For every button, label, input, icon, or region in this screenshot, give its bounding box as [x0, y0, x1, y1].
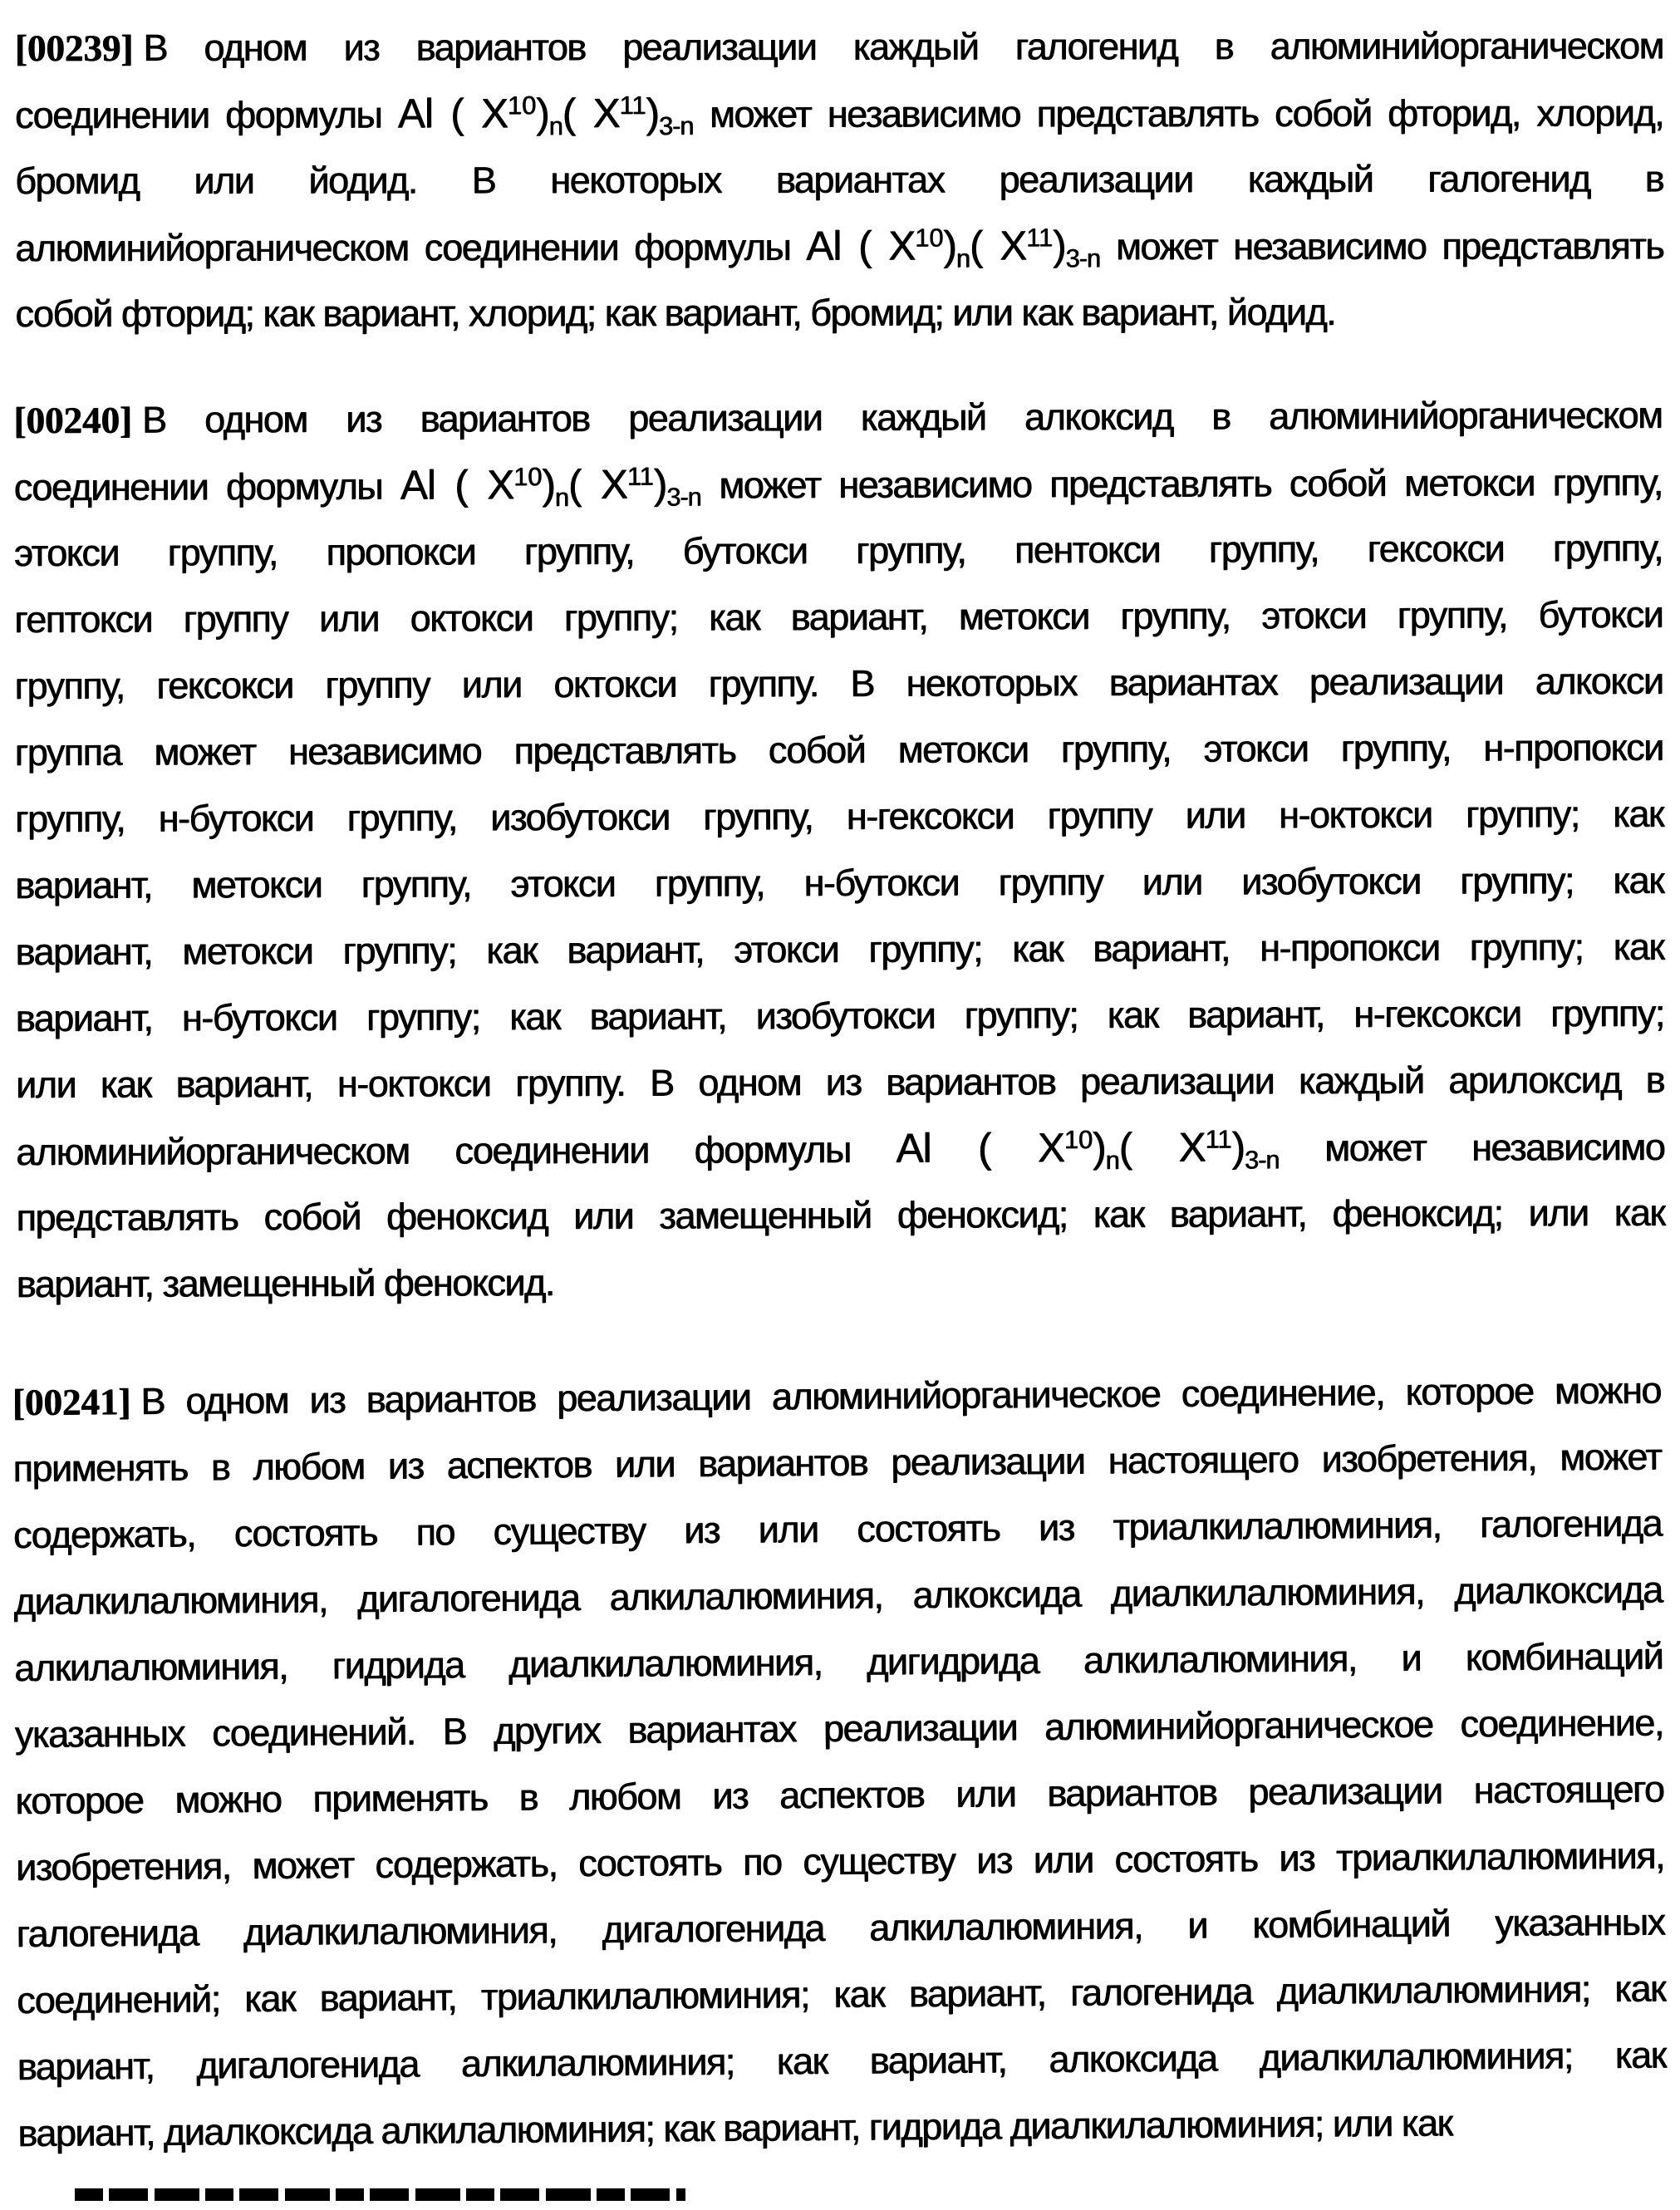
- text-line: или как вариант, н-октокси группу. В одном из вариантов реализации каждый арилоксид в: [15, 1058, 1664, 1106]
- formula-base: Al ( X: [400, 462, 514, 508]
- text-line: соединений; как вариант, триалкилалюминия; как вариант, галогенида диалкилалюминия; как: [16, 1967, 1666, 2021]
- text-line: алюминийорганическом соединении формулы Al ( X10)n( X11)3-n может независимо: [16, 1113, 1664, 1185]
- text-line: [00239] В одном из вариантов реализации каждый галогенид в алюминийорганическом: [14, 24, 1663, 70]
- text-line: вариант, дигалогенида алкилалюминия; как вариант, алкоксида диалкилалюминия; как: [17, 2033, 1666, 2088]
- formula-base: ): [536, 91, 549, 137]
- text-line: соединении формулы Al ( X10)n( X11)3-n может независимо представлять собой фторид, хлорид,: [15, 79, 1663, 148]
- formula-sub: n: [554, 482, 568, 512]
- text-line: гептокси группу или октокси группу; как вариант, метокси группу, этокси группу, бутокси: [14, 592, 1663, 641]
- formula-sub: 3-n: [1065, 243, 1100, 273]
- formula-base: ): [542, 461, 555, 508]
- chemical-formula: [806, 223, 1100, 273]
- paragraph: [15, 12, 1664, 347]
- chemical-formula: [896, 1124, 1280, 1175]
- formula-sup: 10: [1064, 1124, 1093, 1155]
- text-line: вариант, метокси группу; как вариант, этокси группу; как вариант, н-пропокси группу; как: [15, 925, 1664, 973]
- formula-base: Al ( X: [896, 1125, 1064, 1171]
- paragraph: [12, 1357, 1666, 2167]
- formula-sub: n: [548, 110, 562, 140]
- formula-sup: 11: [1026, 223, 1053, 253]
- formula-base: ( X: [1118, 1124, 1206, 1171]
- paragraph: [13, 382, 1665, 1318]
- text-line: бромид или йодид. В некоторых вариантах реализации каждый галогенид в: [14, 157, 1664, 202]
- text-line: [00240] В одном из вариантов реализации каждый алкоксид в алюминийорганическом: [13, 393, 1663, 442]
- formula-base: Al ( X: [397, 91, 508, 137]
- formula-base: ): [646, 90, 659, 136]
- formula-sup: 10: [513, 462, 543, 492]
- paragraph-number: [00239]: [14, 27, 134, 70]
- chemical-formula: [397, 90, 694, 140]
- text-line: вариант, диалкоксида алкилалюминия; как вариант, гидрида диалкилалюминия; или как: [17, 2101, 1452, 2154]
- formula-base: ): [1092, 1124, 1106, 1171]
- text-line: диалкилалюминия, дигалогенида алкилалюминия, алкоксида диалкилалюминия, диалкоксида: [13, 1568, 1663, 1623]
- formula-base: ( X: [567, 461, 627, 508]
- formula-base: ): [1231, 1124, 1245, 1171]
- text-line: группу, гексокси группу или октокси группу. В некоторых вариантах реализации алкокси: [14, 659, 1663, 708]
- chemical-formula: [400, 461, 701, 512]
- text-line: указанных соединений. В других вариантах реализации алюминийорганическое соединение,: [14, 1701, 1663, 1756]
- text-line: вариант, метокси группу, этокси группу, н-бутокси группу или изобутокси группу; как: [15, 858, 1664, 906]
- formula-sup: 11: [1205, 1124, 1232, 1154]
- formula-sup: 11: [619, 90, 646, 120]
- text-line: вариант, замещенный феноксид.: [16, 1260, 554, 1305]
- formula-sub: 3-n: [1244, 1144, 1280, 1174]
- document-body: [12, 15, 1666, 2167]
- formula-base: ): [943, 223, 956, 269]
- formula-base: ): [1052, 223, 1066, 269]
- text-line: алюминийорганическом соединении формулы Al ( X10)n( X11)3-n может независимо представлять: [15, 212, 1663, 281]
- text-line: галогенида диалкилалюминия, дигалогенида алкилалюминия, и комбинаций указанных: [16, 1900, 1665, 1955]
- paragraph-number: [00241]: [12, 1380, 131, 1424]
- text-line: изобретения, может содержать, состоять по существу из или состоять из триалкилалюминия,: [15, 1834, 1665, 1888]
- text-line: алкилалюминия, гидрида диалкилалюминия, дигидрида алкилалюминия, и комбинаций: [13, 1634, 1663, 1690]
- text-line: представлять собой феноксид или замещенный феноксид; как вариант, феноксид; или как: [16, 1191, 1665, 1239]
- formula-sup: 11: [626, 461, 654, 491]
- formula-sub: n: [1105, 1145, 1119, 1175]
- formula-base: Al ( X: [806, 223, 916, 269]
- formula-sub: 3-n: [666, 481, 701, 512]
- text-line: содержать, состоять по существу из или состоять из триалкилалюминия, галогенида: [12, 1501, 1663, 1557]
- text-line: [00241] В одном из вариантов реализации алюминийорганическое соединение, которое можно: [12, 1368, 1661, 1424]
- formula-sub: n: [955, 243, 970, 273]
- text-line: вариант, н-бутокси группу; как вариант, изобутокси группу; как вариант, н-гексокси группу;: [15, 991, 1664, 1039]
- formula-base: ( X: [969, 223, 1027, 269]
- formula-base: ( X: [562, 90, 620, 137]
- text-line: группу, н-бутокси группу, изобутокси группу, н-гексокси группу или н-октокси группу; как: [14, 792, 1663, 841]
- paragraph-number: [00240]: [13, 399, 132, 442]
- formula-sup: 10: [507, 91, 537, 120]
- formula-sup: 10: [915, 223, 944, 253]
- text-line: группа может независимо представлять собой метокси группу, этокси группу, н-пропокси: [14, 725, 1663, 774]
- text-line: применять в любом из аспектов или вариантов реализации настоящего изобретения, может: [12, 1435, 1662, 1491]
- formula-sub: 3-n: [658, 110, 694, 140]
- clipped-text-row: [75, 2188, 685, 2201]
- text-line: собой фторид; как вариант, хлорид; как вариант, бромид; или как вариант, йодид.: [15, 290, 1336, 335]
- text-line: этокси группу, пропокси группу, бутокси группу, пентокси группу, гексокси группу,: [13, 526, 1663, 575]
- text-line: соединении формулы Al ( X10)n( X11)3-n может независимо представлять собой метокси группу,: [13, 449, 1662, 520]
- text-line: которое можно применять в любом из аспектов или вариантов реализации настоящего: [15, 1767, 1664, 1822]
- formula-base: ): [653, 461, 667, 508]
